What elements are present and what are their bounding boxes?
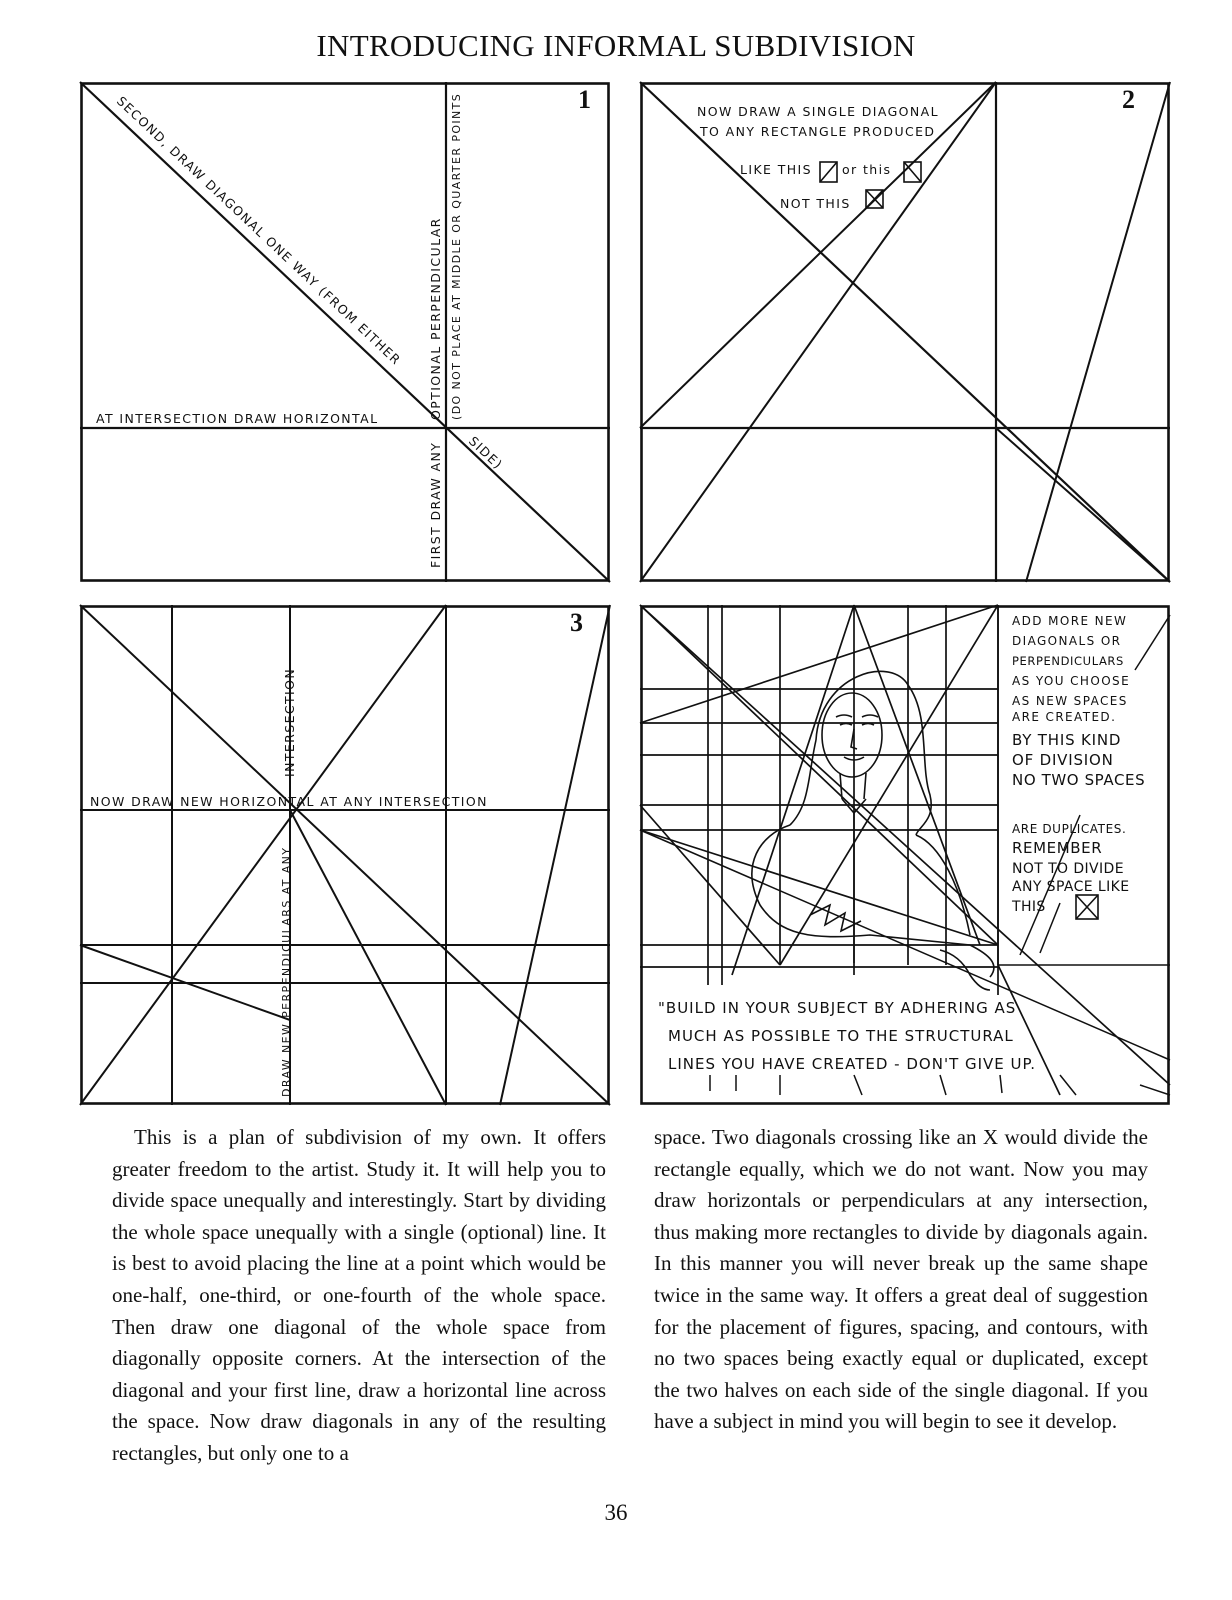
panel-1-number: 1 [578,85,591,114]
panel-3-diagram [80,605,610,1105]
side-note: BY THIS KIND [1012,731,1122,749]
bottom-note: "BUILD IN YOUR SUBJECT BY ADHERING AS [658,999,1017,1017]
side-note: ANY SPACE LIKE [1012,879,1130,895]
body-paragraph-right: space. Two diagonals crossing like an X would divide the rectangle equally, which we do not want. Now you may draw horizontals or perpendiculars at any intersection, thus making more rectangles to divide by diagonals again. In this manner you will never break up the same shape twice in the same way. It offers a great deal of suggestion for the placement of figures, spacing, and contours, with no two spaces being exactly equal or duplicated, except the two halves on each side of the single diagonal. If you have a subject in mind you will begin to see it develop. [654,1125,1148,1434]
side-note: OF DIVISION [1012,751,1114,769]
panel-2-note-line1: NOW DRAW A SINGLE DIAGONAL [697,104,939,119]
reverse-diagonal-example-icon [904,162,921,182]
panel-4-bottom-notes [658,999,1036,1073]
side-note: NOT TO DIVIDE [1012,861,1124,877]
side-note: AS YOU CHOOSE [1012,674,1131,688]
bottom-note: MUCH AS POSSIBLE TO THE STRUCTURAL [668,1027,1014,1045]
single-diagonal-example-icon [820,162,837,182]
panel-1-diagonal-note-end: SIDE) [465,433,507,473]
panel-3-number: 3 [570,608,583,637]
panel-1-main-diagonal [80,82,610,582]
panel-1-perpendicular-caveat: (DO NOT PLACE AT MIDDLE OR QUARTER POINTS [450,92,463,420]
crossed-rectangle-wrong-icon [866,190,883,208]
panel-2-or-this: or this [842,162,892,177]
side-note: AS NEW SPACES [1012,694,1128,708]
page-number: 36 [604,1500,628,1525]
panel-2-number: 2 [1122,85,1135,114]
panel-1-horizontal-note: AT INTERSECTION DRAW HORIZONTAL [96,411,379,426]
side-note: NO TWO SPACES [1012,771,1146,789]
panel-3-vertical-note-bottom: DRAW NEW PERPENDICULARS AT ANY [280,846,293,1097]
page-title: INTRODUCING INFORMAL SUBDIVISION [316,28,916,63]
panel-1-diagram [80,82,610,582]
panel-4-diagram [640,605,1170,1105]
body-paragraph-left: This is a plan of subdivision of my own. It offers greater freedom to the artist. Study it. It will help you to divide space unequally and interestingly. Start by dividing the whole space unequally with a single (optional) line. It is best to avoid placing the line at a point which would be one-half, one-third, or one-fourth of the whole space. Then draw one diagonal of the whole space from diagonally opposite corners. At the intersection of the diagonal and your first line, draw a horizontal line across the space. Now draw diagonals in any of the resulting rectangles, but only one to a [112,1125,606,1465]
panel-2-note-line2: TO ANY RECTANGLE PRODUCED [700,124,936,139]
side-note: THIS [1012,899,1046,915]
bottom-note: LINES YOU HAVE CREATED - DON'T GIVE UP. [668,1055,1037,1073]
body-text-right-column [654,1122,1148,1438]
panel-1-perpendicular-note: OPTIONAL PERPENDICULAR [428,217,443,420]
panel-2-diagram [640,82,1170,582]
panel-2-like-this: LIKE THIS [740,162,812,177]
panel-4-side-notes [1011,614,1145,915]
panel-3-vertical-note-top: INTERSECTION [282,667,297,777]
side-note: DIAGONALS OR [1012,634,1122,648]
body-text-left-column [112,1122,606,1470]
panel-3-horizontal-note: NOW DRAW NEW HORIZONTAL AT ANY INTERSECTION [90,794,488,809]
panel-1-first-note: FIRST DRAW ANY [428,441,443,568]
side-note: PERPENDICULARS [1012,654,1124,668]
side-note: ARE DUPLICATES. [1012,822,1127,836]
side-note: ARE CREATED. [1012,710,1117,724]
crossed-space-wrong-icon [1076,895,1098,919]
panel-2-not-this: NOT THIS [780,196,851,211]
panel-1-diagonal-note: SECOND, DRAW DIAGONAL ONE WAY (FROM EITHER [113,93,405,368]
side-note: REMEMBER [1012,839,1103,857]
side-note: ADD MORE NEW [1012,614,1128,628]
